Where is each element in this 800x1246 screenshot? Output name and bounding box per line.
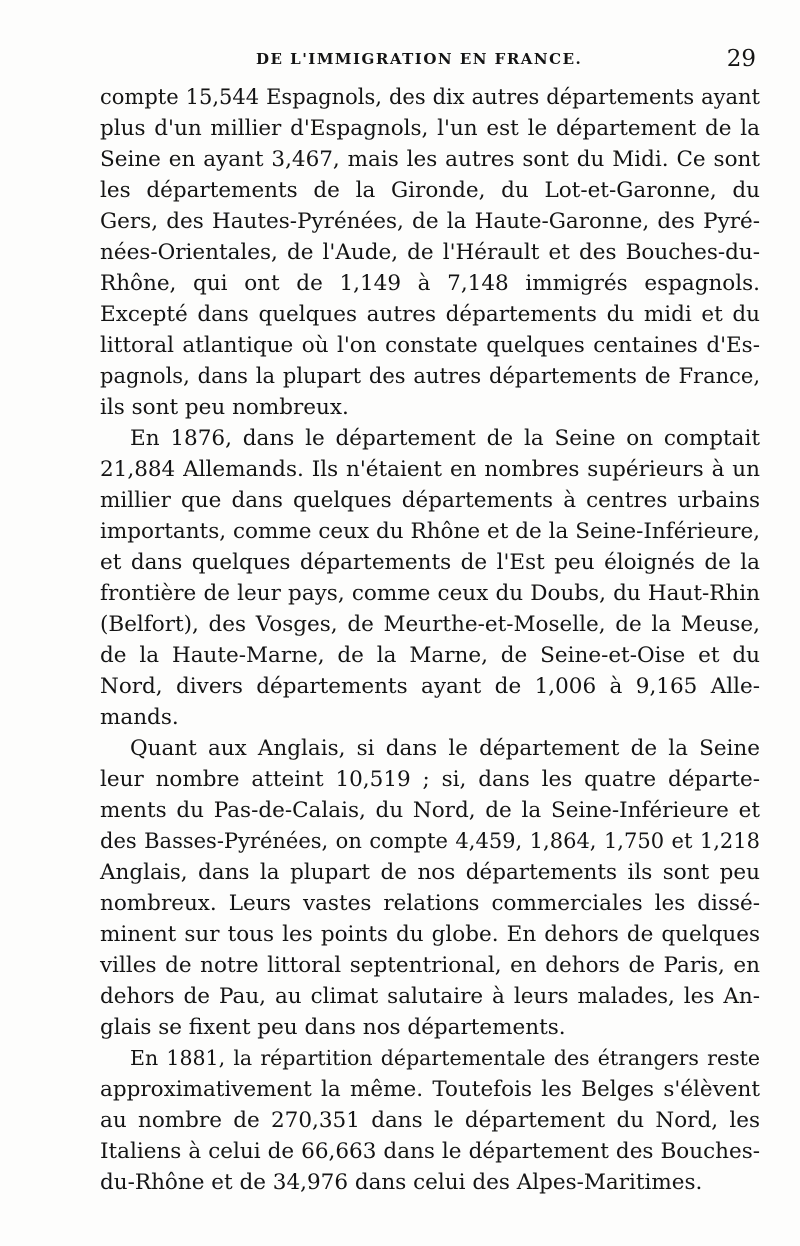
- paragraph: [100, 82, 760, 423]
- text-line: nombreux. Leurs vastes relations commerciales les dissé-: [100, 891, 760, 916]
- text-line: 21,884 Allemands. Ils n'étaient en nombres supérieurs à un: [100, 457, 760, 482]
- text-line: mands.: [100, 705, 179, 730]
- text-line: importants, comme ceux du Rhône et de la Seine-Inférieure,: [100, 519, 760, 544]
- text-line: de la Haute-Marne, de la Marne, de Seine-et-Oise et du: [100, 643, 760, 668]
- text-line: Excepté dans quelques autres départements du midi et du: [100, 302, 760, 327]
- text-line: En 1876, dans le département de la Seine on comptait: [130, 426, 760, 451]
- text-line: ments du Pas-de-Calais, du Nord, de la Seine-Inférieure et: [100, 798, 760, 823]
- text-line: En 1881, la répartition départementale des étrangers reste: [130, 1046, 760, 1070]
- text-line: au nombre de 270,351 dans le département du Nord, les: [100, 1108, 760, 1133]
- text-line: Quant aux Anglais, si dans le département de la Seine: [130, 736, 760, 761]
- text-line: frontière de leur pays, comme ceux du Doubs, du Haut-Rhin: [100, 581, 760, 606]
- text-line: millier que dans quelques départements à centres urbains: [100, 488, 760, 513]
- text-line: compte 15,544 Espagnols, des dix autres départements ayant: [100, 85, 760, 109]
- text-line: Rhône, qui ont de 1,149 à 7,148 immigrés espagnols.: [100, 271, 760, 296]
- text-line: (Belfort), des Vosges, de Meurthe-et-Moselle, de la Meuse,: [100, 612, 760, 637]
- running-title: DE L'IMMIGRATION EN FRANCE.: [256, 50, 583, 68]
- paragraph: [100, 423, 760, 733]
- text-line: dehors de Pau, au climat salutaire à leurs malades, les An-: [100, 984, 760, 1009]
- running-head: [100, 46, 756, 76]
- text-line: villes de notre littoral septentrional, en dehors de Paris, en: [100, 953, 760, 978]
- text-line: approximativement la même. Toutefois les Belges s'élèvent: [100, 1077, 760, 1102]
- body-text: [100, 82, 760, 1198]
- text-line: Gers, des Hautes-Pyrénées, de la Haute-Garonne, des Pyré-: [100, 209, 760, 234]
- text-line: littoral atlantique où l'on constate quelques centaines d'Es-: [100, 333, 760, 358]
- text-line: plus d'un millier d'Espagnols, l'un est le département de la: [100, 116, 760, 141]
- text-line: leur nombre atteint 10,519 ; si, dans les quatre départe-: [100, 767, 760, 792]
- text-line: Nord, divers départements ayant de 1,006 à 9,165 Alle-: [100, 674, 760, 699]
- text-line: ils sont peu nombreux.: [100, 395, 349, 420]
- paragraph: [100, 1043, 760, 1198]
- text-line: Anglais, dans la plupart de nos départements ils sont peu: [100, 860, 760, 885]
- paragraph: [100, 733, 760, 1043]
- text-line: nées-Orientales, de l'Aude, de l'Hérault et des Bouches-du-: [100, 240, 760, 265]
- page-number: 29: [726, 46, 756, 72]
- text-line: et dans quelques départements de l'Est peu éloignés de la: [100, 550, 760, 575]
- text-line: des Basses-Pyrénées, on compte 4,459, 1,864, 1,750 et 1,218: [100, 829, 760, 853]
- text-line: minent sur tous les points du globe. En dehors de quelques: [100, 922, 760, 947]
- text-line: pagnols, dans la plupart des autres départements de France,: [100, 364, 760, 388]
- text-line: Seine en ayant 3,467, mais les autres sont du Midi. Ce sont: [100, 147, 760, 172]
- text-line: les départements de la Gironde, du Lot-et-Garonne, du: [100, 178, 760, 203]
- text-line: glais se fixent peu dans nos départements.: [100, 1015, 566, 1040]
- text-line: du-Rhône et de 34,976 dans celui des Alpes-Maritimes.: [100, 1170, 703, 1195]
- text-line: Italiens à celui de 66,663 dans le département des Bouches-: [100, 1139, 760, 1164]
